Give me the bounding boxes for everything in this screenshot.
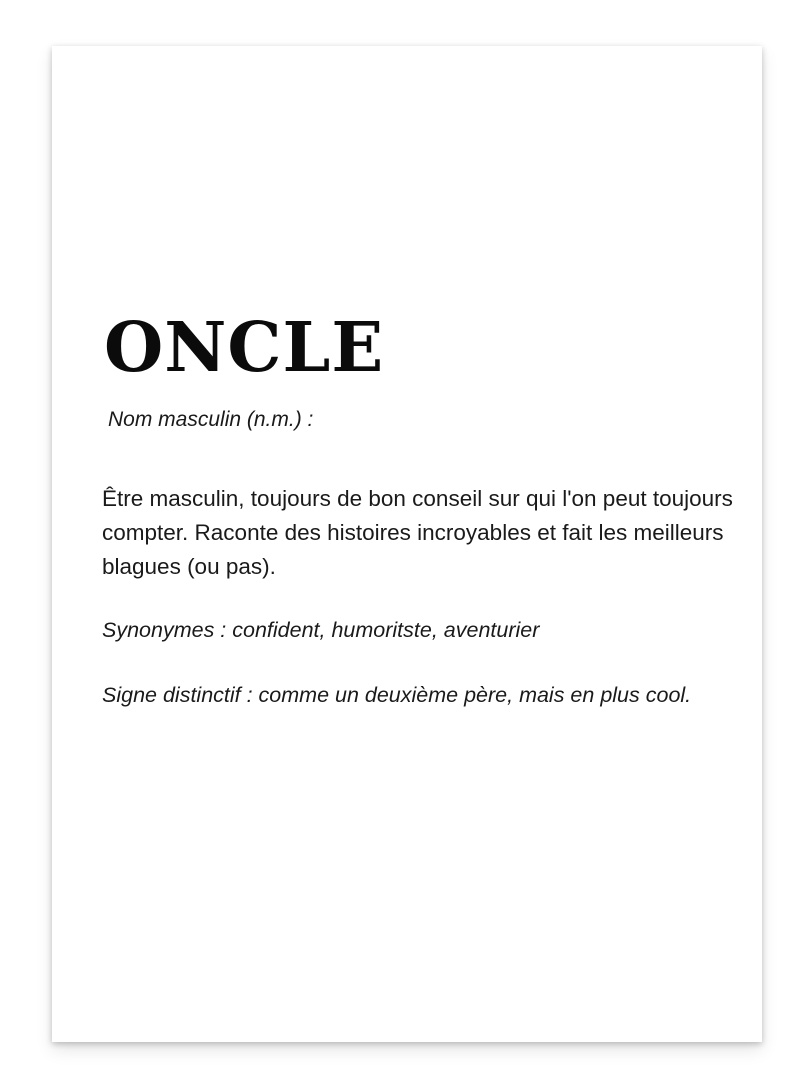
distinctive-sign-line: Signe distinctif : comme un deuxième père, mais en plus cool.: [102, 683, 692, 707]
definition-text: Être masculin, toujours de bon conseil sur qui l'on peut toujours compter. Raconte des histoires incroyables et fait les meilleurs blagues (ou pas).: [102, 486, 733, 579]
poster-title: ONCLE: [104, 308, 385, 388]
synonyms-line: Synonymes : confident, humoritste, aventurier: [102, 618, 540, 642]
poster-sheet: [52, 46, 762, 1042]
part-of-speech: Nom masculin (n.m.) :: [108, 408, 314, 431]
